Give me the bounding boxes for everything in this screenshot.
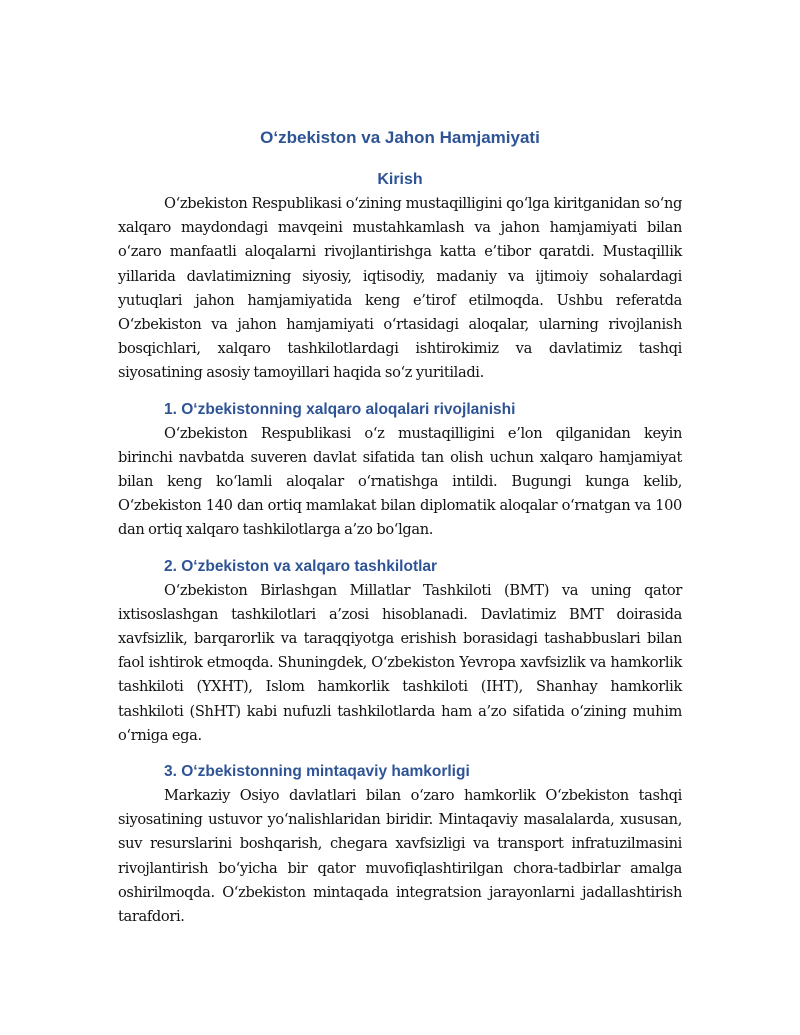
document-title: O‘zbekiston va Jahon Hamjamiyati: [260, 128, 540, 147]
section-3-paragraph: Markaziy Osiyo davlatlari bilan o‘zaro hamkorlik O‘zbekiston tashqi siyosatining ustuvor yo‘nalishlaridan biridir. Mintaqaviy masalalarda, xususan, suv resurslarini boshqarish, chegara xavfsizligi va transport infratuzilmasini rivojlantirish bo‘yicha bir qator muvofiqlashtirilgan chora-tadbirlar amalga oshirilmoqda. O‘zbekiston mintaqada integratsion jarayonlarni jadallashtirish tarafdori.: [118, 787, 682, 926]
section-3-heading: 3. O‘zbekistonning mintaqaviy hamkorligi: [164, 763, 470, 781]
section-1-heading: 1. O‘zbekistonning xalqaro aloqalari rivojlanishi: [164, 400, 516, 418]
document-page: [118, 118, 682, 929]
section-2-paragraph: O‘zbekiston Birlashgan Millatlar Tashkiloti (BMT) va uning qator ixtisoslashgan tashkilotlari a’zosi hisoblanadi. Davlatimiz BMT doirasida xavfsizlik, barqarorlik va taraqqiyotga erishish borasidagi tashabbuslari bilan faol ishtirok etmoqda. Shuningdek, O‘zbekiston Yevropa xavfsizlik va hamkorlik tashkiloti (YXHT), Islom hamkorlik tashkiloti (IHT), Shanhay hamkorlik tashkiloti (ShHT) kabi nufuzli tashkilotlarda ham a’zo sifatida o‘zining muhim o‘rniga ega.: [118, 581, 682, 744]
intro-paragraph: O‘zbekiston Respublikasi o‘zining mustaqilligini qo‘lga kiritganidan so‘ng xalqaro maydondagi mavqeini mustahkamlash va jahon hamjamiyati bilan o‘zaro manfaatli aloqalarni rivojlantirishga katta e’tibor qaratdi. Mustaqillik yillarida davlatimizning siyosiy, iqtisodiy, madaniy va ijtimoiy sohalardagi yutuqlari jahon hamjamiyatida keng e’tirof etilmoqda. Ushbu referatda O‘zbekiston va jahon hamjamiyati o‘rtasidagi aloqalar, ularning rivojlanish bosqichlari, xalqaro tashkilotlardagi ishtirokimiz va davlatimiz tashqi siyosatining asosiy tamoyillari haqida so‘z yuritiladi.: [118, 195, 682, 382]
section-2-heading: 2. O‘zbekiston va xalqaro tashkilotlar: [164, 557, 438, 575]
intro-heading: Kirish: [377, 171, 423, 188]
section-1-paragraph: O‘zbekiston Respublikasi o‘z mustaqilligini e’lon qilganidan keyin birinchi navbatda suveren davlat sifatida tan olish uchun xalqaro hamjamiyat bilan keng ko‘lamli aloqalar o‘rnatishga intildi. Bugungi kunga kelib, O‘zbekiston 140 dan ortiq mamlakat bilan diplomatik aloqalar o‘rnatgan va 100 dan ortiq xalqaro tashkilotlarga a’zo bo‘lgan.: [118, 424, 682, 539]
